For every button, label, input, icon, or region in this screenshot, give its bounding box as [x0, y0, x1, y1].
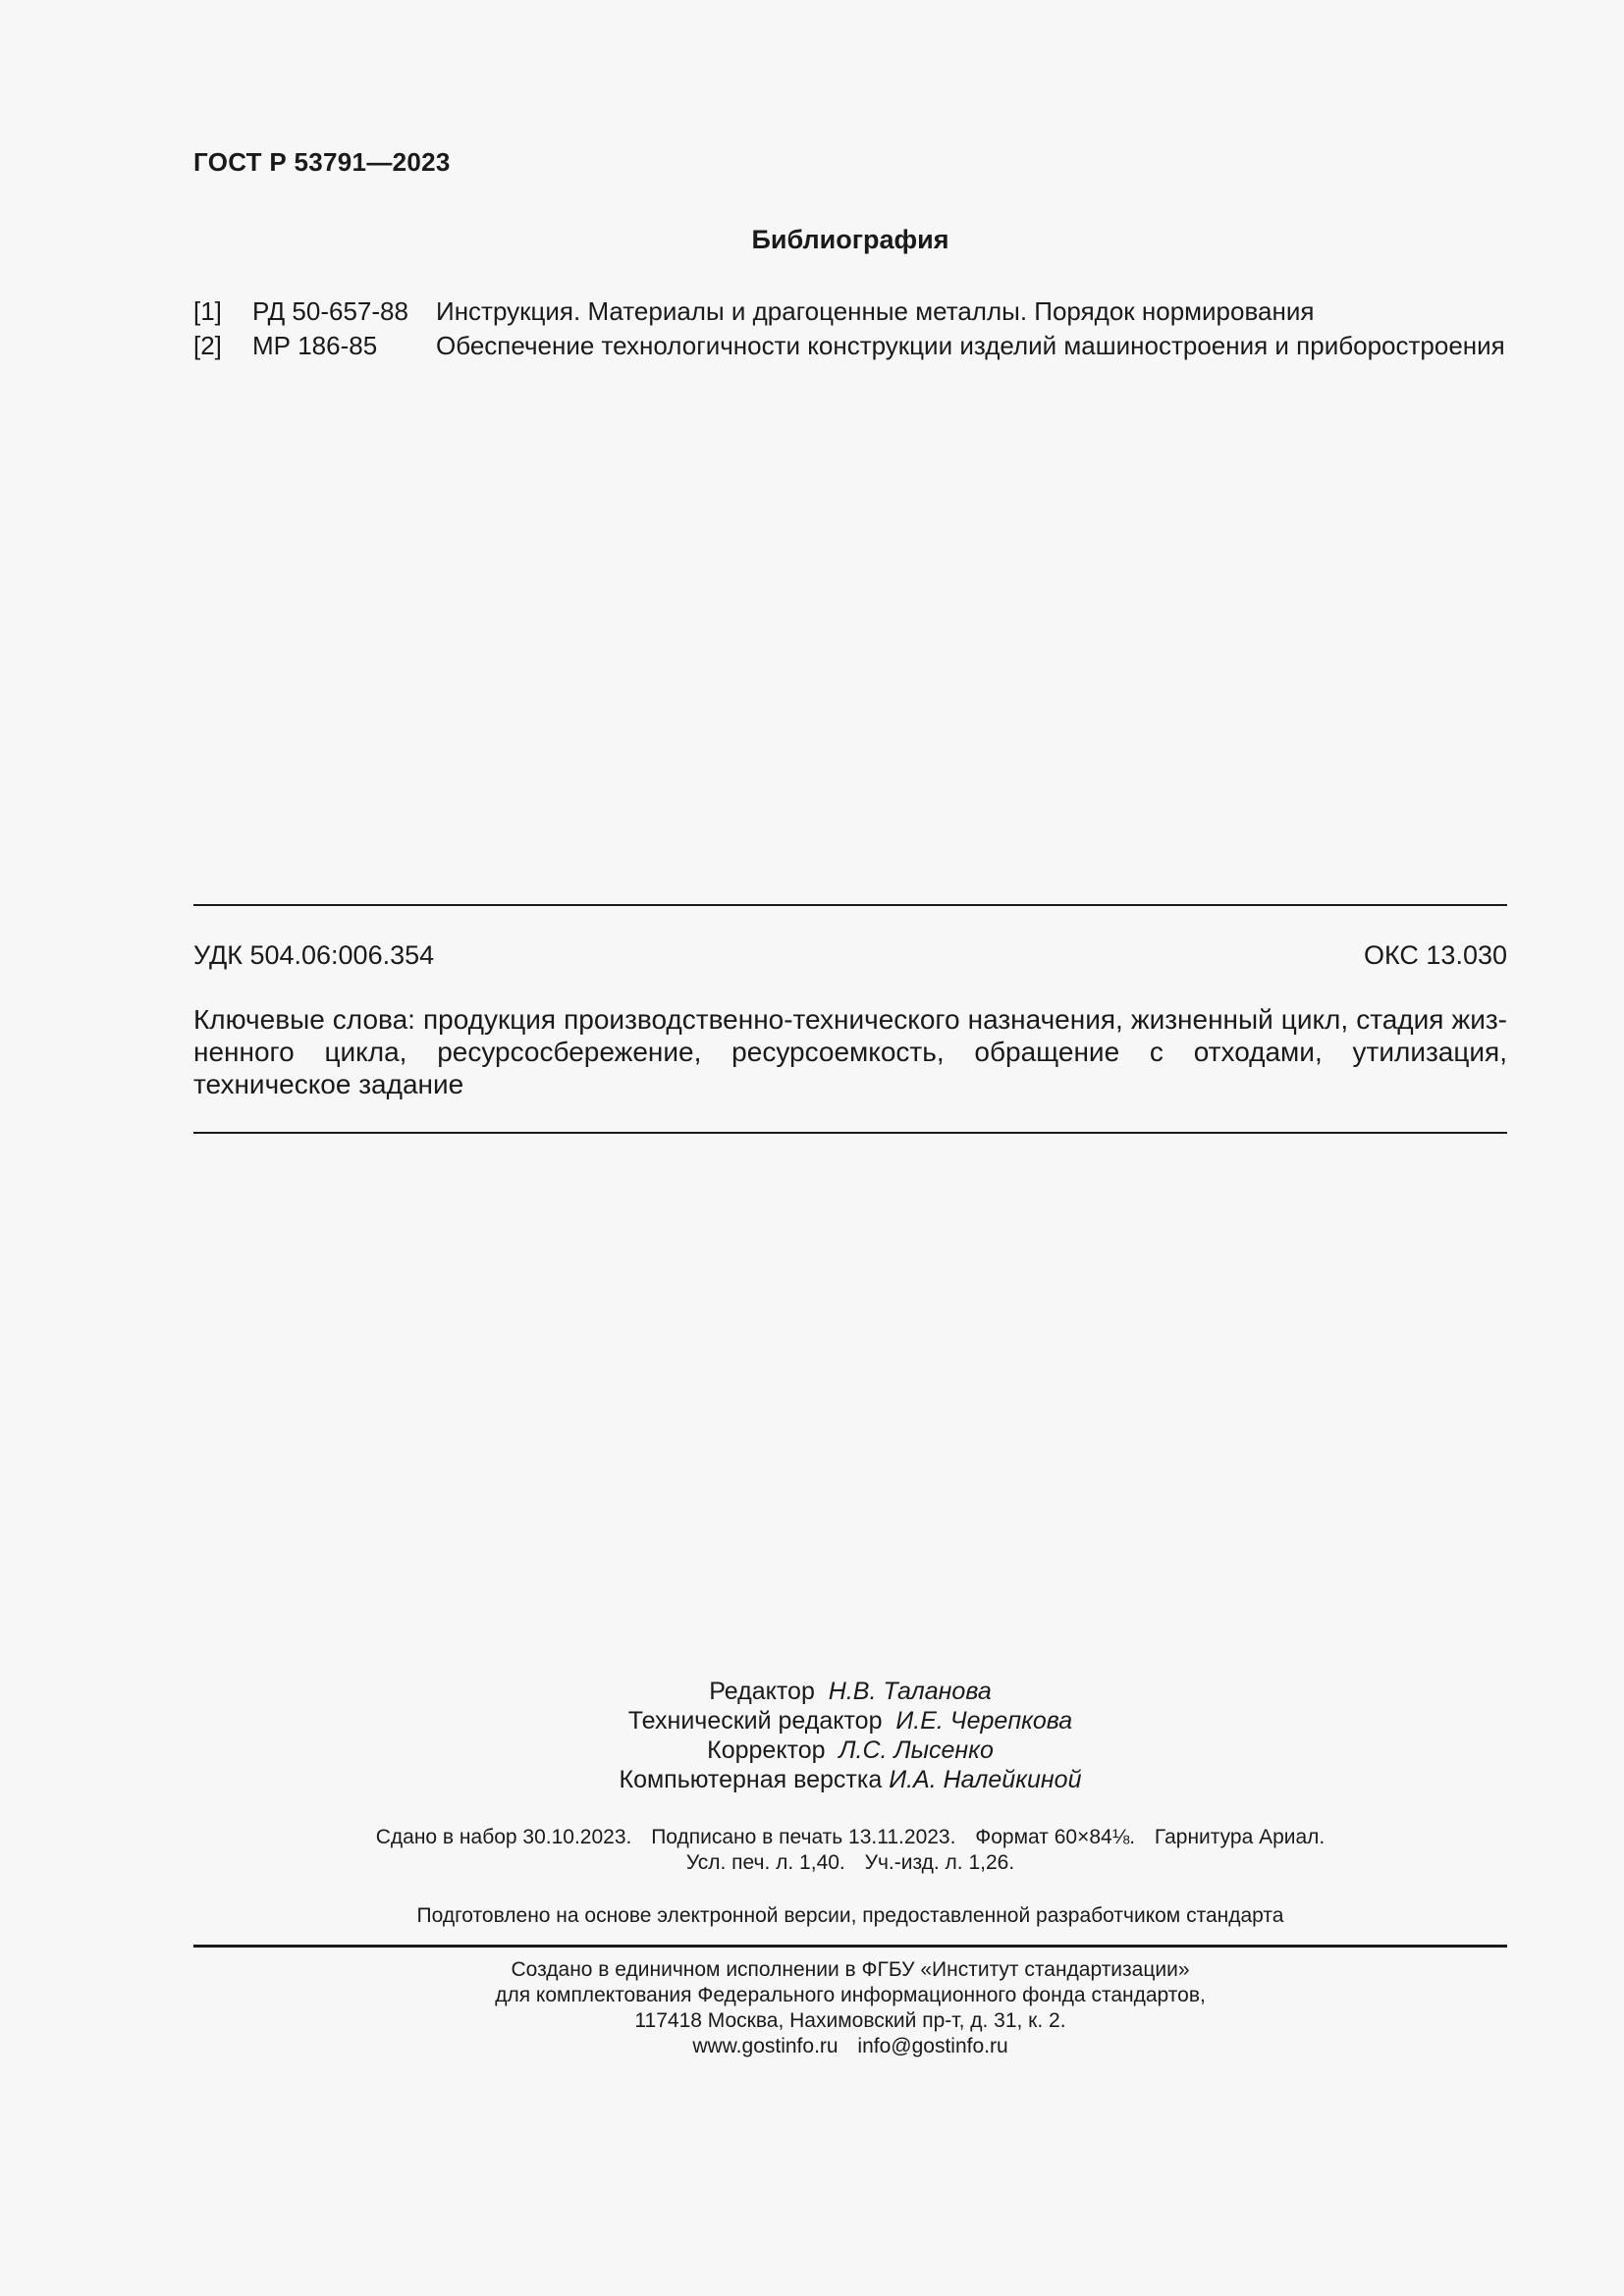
website-link[interactable]: www.gostinfo.ru	[692, 2035, 839, 2057]
bibliography-item-code: РД 50-657-88	[252, 296, 408, 326]
credit-role: Корректор	[707, 1736, 826, 1764]
bibliography-item	[193, 294, 1568, 329]
credit-role: Компьютерная верстка	[619, 1766, 883, 1793]
credit-role: Редактор	[709, 1678, 815, 1705]
bibliography-item-title: Обеспечение технологичности конструкции изделий машиностроения и приборостроения	[436, 331, 1505, 360]
oks-code: ОКС 13.030	[1363, 940, 1507, 970]
email-link[interactable]: info@gostinfo.ru	[857, 2035, 1008, 2057]
paper-format: Формат 60×84⅛.	[975, 1826, 1136, 1848]
bibliography-title: Библиография	[751, 225, 949, 254]
signed-date: Подписано в печать 13.11.2023.	[651, 1826, 956, 1848]
publisher-contacts	[193, 2034, 1507, 2059]
credit-person: И.А. Налейкиной	[889, 1766, 1082, 1793]
edition-sheets: Уч.-изд. л. 1,26.	[864, 1851, 1015, 1874]
bibliography-item-code: МР 186-85	[252, 331, 378, 360]
document-code: ГОСТ Р 53791—2023	[193, 147, 451, 177]
publisher-block	[193, 1957, 1507, 2059]
credit-line	[193, 1735, 1507, 1765]
bibliography-item	[193, 329, 1568, 363]
sent-date: Сдано в набор 30.10.2023.	[375, 1826, 632, 1848]
publisher-address: 117418 Москва, Нахимовский пр-т, д. 31, к. 2.	[634, 2009, 1066, 2032]
publisher-divider	[193, 1945, 1507, 1948]
print-info-line	[193, 1850, 1507, 1876]
credit-line	[193, 1706, 1507, 1735]
credit-role: Технический редактор	[627, 1707, 883, 1735]
publisher-line: Создано в единичном исполнении в ФГБУ «Институт стандартизации»	[511, 1958, 1190, 1981]
top-divider	[193, 904, 1507, 906]
prepared-note: Подготовлено на основе электронной версии, предоставленной разработчиком стандарта	[416, 1904, 1284, 1927]
keywords-divider	[193, 1132, 1507, 1134]
udc-code: УДК 504.06:006.354	[193, 940, 435, 970]
credit-person: Л.С. Лысенко	[839, 1736, 994, 1764]
bibliography-item-number: [1]	[193, 296, 222, 326]
bibliography-list	[193, 294, 1568, 363]
credit-person: Н.В. Таланова	[828, 1678, 992, 1705]
credit-person: И.Е. Черепкова	[895, 1707, 1073, 1735]
credit-line	[193, 1765, 1507, 1794]
typeface: Гарнитура Ариал.	[1154, 1826, 1326, 1848]
bibliography-item-title: Инструкция. Материалы и драгоценные металлы. Порядок нормирования	[436, 296, 1315, 326]
keywords-text: Ключевые слова: продукция производственно-технического назначения, жизненный цикл, стадия жизненного цикла, ресурсосбережение, ресурсоемкость, обращение с отходами, утилизация, техническое задание	[193, 1004, 1507, 1099]
print-info-line	[193, 1825, 1507, 1850]
print-sheets: Усл. печ. л. 1,40.	[685, 1851, 845, 1874]
publisher-line: для комплектования Федерального информационного фонда стандартов,	[495, 1984, 1206, 2006]
credits-block	[193, 1677, 1507, 1794]
credit-line	[193, 1677, 1507, 1706]
print-info	[193, 1825, 1507, 1876]
bibliography-item-number: [2]	[193, 331, 222, 360]
